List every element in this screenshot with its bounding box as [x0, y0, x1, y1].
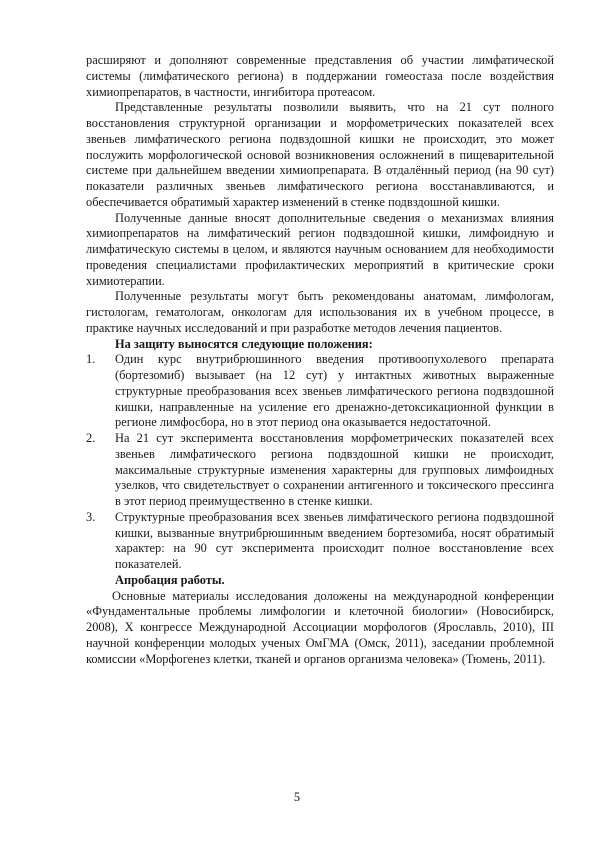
- list-item-number: 3.: [86, 509, 96, 524]
- list-item-number: 1.: [86, 352, 96, 367]
- list-item-text: Структурные преобразования всех звеньев лимфатического региона подвздошной кишки, вызванные внутрибрюшинным введением бортезомиба, носят обратимый характер: на 90 сут эксперимента происходит полное восстановление всех показателей.: [115, 509, 554, 571]
- defense-positions-list: [86, 352, 554, 573]
- list-item: [86, 431, 554, 510]
- paragraph-results: Представленные результаты позволили выявить, что на 21 сут полного восстановления структурной организации и морфометрических показателей всех звеньев лимфатического региона подвздошной кишки не происходит, это может послужить морфологической основой возникновения осложнений в пищеварительной системе при дальнейшем введении химиопрепарата. В отдалённый период (на 90 сут) показатели различных звеньев лимфатического региона восстанавливаются, и обеспечивается обратимый характер изменений в стенке подвздошной кишки.: [86, 100, 554, 209]
- paragraph-continuation: расширяют и дополняют современные представления об участии лимфатической системы (лимфатического региона) в поддержании гомеостаза после воздействия химиопрепаратов, в частности, ингибитора протеасом.: [86, 53, 554, 99]
- approbation-paragraph: Основные материалы исследования доложены на международной конференции «Фундаментальные проблемы лимфологии и клеточной биологии» (Новосибирск, 2008), X конгрессе Международной Ассоциации морфологов (Ярославль, 2010), III научной конференции молодых ученых ОмГМА (Омск, 2011), заседании проблемной комиссии «Морфогенез клетки, тканей и органов организма человека» (Тюмень, 2011).: [86, 588, 554, 666]
- list-item-number: 2.: [86, 431, 96, 445]
- paragraph-recommendations: Полученные результаты могут быть рекомендованы анатомам, лимфологам, гистологам, гематологам, онкологам для использования их в учебном процессе, в практике научных исследований и при разработке методов лечения пациентов.: [86, 289, 554, 335]
- page-body: [86, 53, 554, 667]
- paragraph-new-data: Полученные данные вносят дополнительные сведения о механизмах влияния химиопрепаратов на лимфатический регион подвздошной кишки, лимфоидную и лимфатическую системы в целом, и являются научным основанием для необходимости проведения специалистами профилактических мероприятий в критические сроки химиотерапии.: [86, 210, 554, 288]
- list-item-text: Один курс внутрибрюшинного введения противоопухолевого препарата (бортезомиб) вызывает (на 12 сут) у интактных животных выраженные структурные преобразования всех звеньев лимфатического региона подвздошной кишки, направленные на усиление его дренажно-детоксикационной функции в регионе лимфосбора, но в этот период она оказывается недостаточной.: [115, 352, 554, 430]
- list-item: [86, 510, 554, 573]
- approbation-heading: Апробация работы.: [115, 572, 225, 587]
- page-number: 5: [293, 790, 301, 804]
- list-item: [86, 352, 554, 431]
- list-item-text: На 21 сут эксперимента восстановления морфометрических показателей всех звеньев лимфатического региона подвздошной кишки не происходит, максимальные структурные изменения характерны для групповых лимфоидных узелков, что свидетельствует о сохранении антигенного и токсического прессинга в этот период преимущественно в стенке кишки.: [115, 431, 554, 508]
- defense-positions-heading: На защиту выносятся следующие положения:: [115, 336, 373, 351]
